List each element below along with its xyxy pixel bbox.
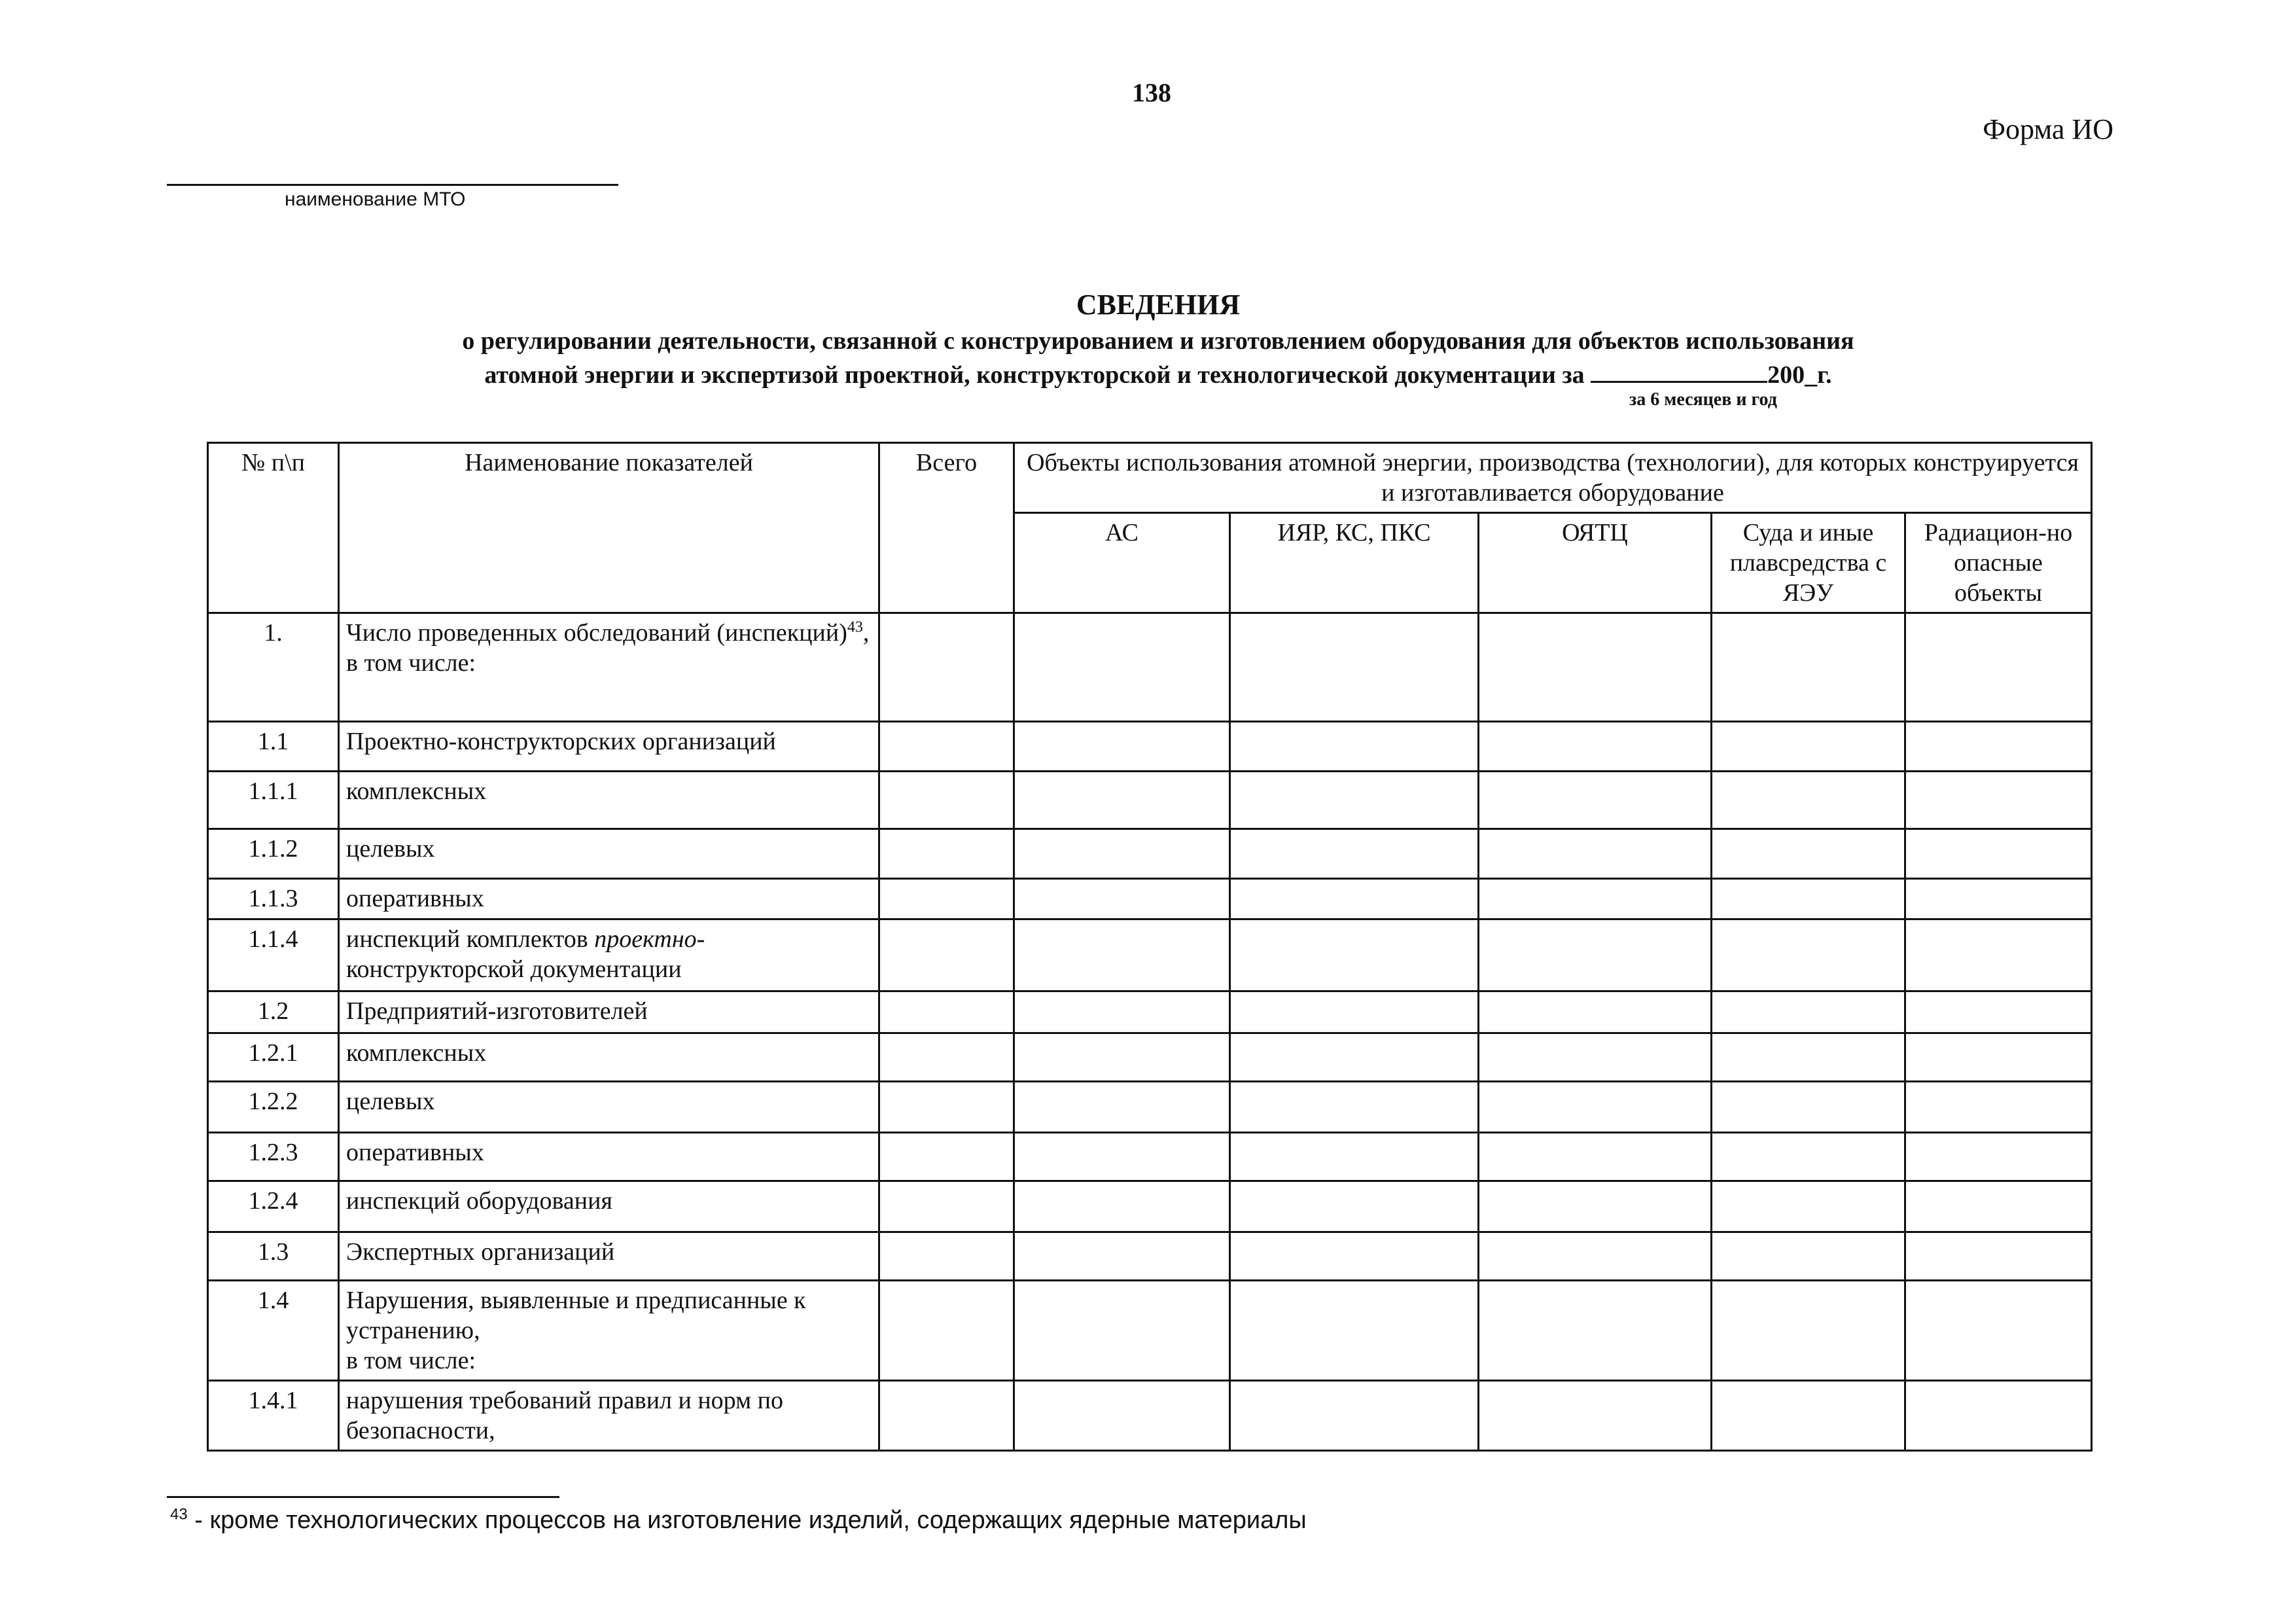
row-number: 1.4.1 — [208, 1381, 339, 1451]
value-ships-cell[interactable] — [1712, 879, 1905, 919]
row-number: 1. — [208, 613, 339, 722]
value-oyatc-cell[interactable] — [1479, 1133, 1712, 1181]
row-name-text: Нарушения, выявленные и предписанные к устранению, — [346, 1287, 806, 1344]
value-as-cell[interactable] — [1014, 722, 1230, 772]
value-oyatc-cell[interactable] — [1479, 1381, 1712, 1451]
value-radiation-cell[interactable] — [1905, 1133, 2092, 1181]
value-oyatc-cell[interactable] — [1479, 1033, 1712, 1082]
value-ships-cell[interactable] — [1712, 1232, 1905, 1281]
value-radiation-cell[interactable] — [1905, 919, 2092, 991]
value-oyatc-cell[interactable] — [1479, 879, 1712, 919]
value-as-cell[interactable] — [1014, 1033, 1230, 1082]
mto-name-caption: наименование МТО — [285, 188, 466, 210]
value-ships-cell[interactable] — [1712, 1381, 1905, 1451]
row-name-text: Проектно-конструкторских организаций — [346, 728, 776, 755]
header-name: Наименование показателей — [339, 443, 879, 613]
page-number: 138 — [1132, 78, 1171, 107]
value-oyatc-cell[interactable] — [1479, 829, 1712, 879]
value-total-cell[interactable] — [879, 1232, 1014, 1281]
row-indicator-name — [339, 1281, 879, 1381]
table-row — [208, 1232, 2092, 1281]
table-row — [208, 991, 2092, 1033]
value-oyatc-cell[interactable] — [1479, 1082, 1712, 1133]
value-ships-cell[interactable] — [1712, 829, 1905, 879]
report-table — [207, 442, 2093, 1452]
value-radiation-cell[interactable] — [1905, 1082, 2092, 1133]
subtitle-line-2-text: атомной энергии и экспертизой проектной, конструкторской и технологической документации за — [484, 361, 1591, 389]
value-iyar-cell[interactable] — [1230, 991, 1479, 1033]
value-total-cell[interactable] — [879, 1381, 1014, 1451]
value-ships-cell[interactable] — [1712, 1181, 1905, 1232]
value-as-cell[interactable] — [1014, 1232, 1230, 1281]
header-col-iyar: ИЯР, КС, ПКС — [1230, 513, 1479, 613]
period-blank — [1591, 359, 1767, 383]
value-iyar-cell[interactable] — [1230, 1181, 1479, 1232]
row-number: 1.2.3 — [208, 1133, 339, 1181]
row-name-text: комплексных — [346, 1039, 487, 1067]
mto-name-line — [167, 184, 618, 186]
header-col-ships: Суда и иные плавсредства с ЯЭУ — [1712, 513, 1905, 613]
row-name-line2: в том числе: — [346, 649, 476, 677]
value-total-cell[interactable] — [879, 829, 1014, 879]
table-row — [208, 722, 2092, 772]
value-ships-cell[interactable] — [1712, 919, 1905, 991]
footnote-separator — [167, 1496, 559, 1498]
value-as-cell[interactable] — [1014, 772, 1230, 829]
value-total-cell[interactable] — [879, 919, 1014, 991]
row-number: 1.1.1 — [208, 772, 339, 829]
row-indicator-name — [339, 1232, 879, 1281]
row-indicator-name — [339, 1381, 879, 1451]
value-as-cell[interactable] — [1014, 991, 1230, 1033]
value-radiation-cell[interactable] — [1905, 772, 2092, 829]
value-radiation-cell[interactable] — [1905, 613, 2092, 722]
row-name-text: комплексных — [346, 777, 487, 805]
value-iyar-cell[interactable] — [1230, 829, 1479, 879]
row-number: 1.2.1 — [208, 1033, 339, 1082]
row-indicator-name — [339, 1033, 879, 1082]
footnote — [170, 1507, 1740, 1535]
subtitle-line-1: о регулировании деятельности, связанной с конструированием и изготовлением оборудования для объектов использования — [462, 327, 1854, 355]
value-iyar-cell[interactable] — [1230, 772, 1479, 829]
value-ships-cell[interactable] — [1712, 991, 1905, 1033]
value-total-cell[interactable] — [879, 1133, 1014, 1181]
value-iyar-cell[interactable] — [1230, 1133, 1479, 1181]
value-iyar-cell[interactable] — [1230, 1232, 1479, 1281]
row-name-text: оперативных — [346, 885, 484, 912]
value-iyar-cell[interactable] — [1230, 722, 1479, 772]
value-radiation-cell[interactable] — [1905, 991, 2092, 1033]
value-iyar-cell[interactable] — [1230, 1033, 1479, 1082]
row-name-text: инспекций комплектов — [346, 925, 595, 953]
row-number: 1.2.4 — [208, 1181, 339, 1232]
row-number: 1.1 — [208, 722, 339, 772]
row-indicator-name — [339, 829, 879, 879]
value-radiation-cell[interactable] — [1905, 829, 2092, 879]
header-num: № п\п — [208, 443, 339, 613]
row-indicator-name — [339, 772, 879, 829]
header-col-as: АС — [1014, 513, 1230, 613]
row-name-text: оперативных — [346, 1139, 484, 1166]
row-name-line2: в том числе: — [346, 1347, 476, 1374]
form-label: Форма ИО — [1983, 113, 2113, 145]
row-name-text: нарушения требований правил и норм по безопасности, — [346, 1387, 783, 1444]
value-oyatc-cell[interactable] — [1479, 1281, 1712, 1381]
document-subtitle — [196, 324, 2120, 392]
row-number: 1.1.2 — [208, 829, 339, 879]
value-as-cell[interactable] — [1014, 1133, 1230, 1181]
value-ships-cell[interactable] — [1712, 1033, 1905, 1082]
value-iyar-cell[interactable] — [1230, 919, 1479, 991]
table-row — [208, 1033, 2092, 1082]
header-objects-group: Объекты использования атомной энергии, производства (технологии), для которых конструируется и изготавливается оборудование — [1014, 443, 2092, 513]
footnote-reference: 43 — [847, 618, 863, 636]
row-name-line2: конструкторской документации — [346, 955, 682, 983]
row-number: 1.1.3 — [208, 879, 339, 919]
table-row — [208, 879, 2092, 919]
value-as-cell[interactable] — [1014, 1082, 1230, 1133]
value-oyatc-cell[interactable] — [1479, 613, 1712, 722]
value-iyar-cell[interactable] — [1230, 1381, 1479, 1451]
row-number: 1.1.4 — [208, 919, 339, 991]
value-as-cell[interactable] — [1014, 1381, 1230, 1451]
row-number: 1.3 — [208, 1232, 339, 1281]
value-ships-cell[interactable] — [1712, 1082, 1905, 1133]
row-number: 1.2 — [208, 991, 339, 1033]
value-iyar-cell[interactable] — [1230, 613, 1479, 722]
footnote-marker: 43 — [170, 1505, 188, 1524]
period-caption: за 6 месяцев и год — [1629, 389, 1777, 410]
table-body — [208, 613, 2092, 1451]
row-indicator-name — [339, 613, 879, 722]
value-total-cell[interactable] — [879, 1033, 1014, 1082]
table-row — [208, 1381, 2092, 1451]
row-number: 1.4 — [208, 1281, 339, 1381]
value-oyatc-cell[interactable] — [1479, 1181, 1712, 1232]
row-name-suffix: , — [862, 619, 870, 647]
row-name-text: Экспертных организаций — [346, 1238, 615, 1266]
row-indicator-name — [339, 991, 879, 1033]
value-as-cell[interactable] — [1014, 919, 1230, 991]
value-radiation-cell[interactable] — [1905, 1181, 2092, 1232]
value-as-cell[interactable] — [1014, 879, 1230, 919]
value-total-cell[interactable] — [879, 991, 1014, 1033]
subtitle-line-2 — [196, 358, 2120, 392]
value-ships-cell[interactable] — [1712, 1281, 1905, 1381]
row-name-text: Предприятий-изготовителей — [346, 997, 648, 1025]
value-total-cell[interactable] — [879, 772, 1014, 829]
row-indicator-name — [339, 919, 879, 991]
table-row — [208, 1281, 2092, 1381]
table-row — [208, 919, 2092, 991]
year-label: 200_г. — [1767, 361, 1832, 389]
document-title: СВЕДЕНИЯ — [1076, 289, 1241, 321]
table-row — [208, 613, 2092, 722]
table-row — [208, 1133, 2092, 1181]
value-radiation-cell[interactable] — [1905, 722, 2092, 772]
footnote-text: - кроме технологических процессов на изготовление изделий, содержащих ядерные материалы — [187, 1507, 1307, 1534]
value-iyar-cell[interactable] — [1230, 1281, 1479, 1381]
row-indicator-name — [339, 1133, 879, 1181]
value-ships-cell[interactable] — [1712, 613, 1905, 722]
table-row — [208, 829, 2092, 879]
header-col-oyatc: ОЯТЦ — [1479, 513, 1712, 613]
value-total-cell[interactable] — [879, 1082, 1014, 1133]
table-row — [208, 1181, 2092, 1232]
value-oyatc-cell[interactable] — [1479, 772, 1712, 829]
value-radiation-cell[interactable] — [1905, 1232, 2092, 1281]
value-as-cell[interactable] — [1014, 829, 1230, 879]
value-radiation-cell[interactable] — [1905, 1381, 2092, 1451]
row-name-text: Число проведенных обследований (инспекций) — [346, 619, 847, 647]
value-total-cell[interactable] — [879, 1181, 1014, 1232]
value-total-cell[interactable] — [879, 613, 1014, 722]
value-ships-cell[interactable] — [1712, 722, 1905, 772]
value-as-cell[interactable] — [1014, 613, 1230, 722]
row-indicator-name — [339, 1082, 879, 1133]
table-row — [208, 1082, 2092, 1133]
value-total-cell[interactable] — [879, 722, 1014, 772]
value-as-cell[interactable] — [1014, 1281, 1230, 1381]
row-name-text: целевых — [346, 835, 435, 863]
value-total-cell[interactable] — [879, 879, 1014, 919]
value-as-cell[interactable] — [1014, 1181, 1230, 1232]
header-col-radiation: Радиацион-но опасные объекты — [1905, 513, 2092, 613]
row-name-italic: проектно- — [594, 925, 705, 953]
row-indicator-name — [339, 1181, 879, 1232]
row-name-text: целевых — [346, 1088, 435, 1115]
value-oyatc-cell[interactable] — [1479, 1232, 1712, 1281]
value-radiation-cell[interactable] — [1905, 879, 2092, 919]
row-name-text: инспекций оборудования — [346, 1187, 612, 1215]
row-indicator-name — [339, 879, 879, 919]
value-ships-cell[interactable] — [1712, 772, 1905, 829]
value-oyatc-cell[interactable] — [1479, 991, 1712, 1033]
value-iyar-cell[interactable] — [1230, 1082, 1479, 1133]
value-radiation-cell[interactable] — [1905, 1033, 2092, 1082]
row-indicator-name — [339, 722, 879, 772]
value-radiation-cell[interactable] — [1905, 1281, 2092, 1381]
value-total-cell[interactable] — [879, 1281, 1014, 1381]
table-row — [208, 772, 2092, 829]
value-oyatc-cell[interactable] — [1479, 919, 1712, 991]
row-number: 1.2.2 — [208, 1082, 339, 1133]
value-ships-cell[interactable] — [1712, 1133, 1905, 1181]
value-oyatc-cell[interactable] — [1479, 722, 1712, 772]
value-iyar-cell[interactable] — [1230, 879, 1479, 919]
header-total: Всего — [879, 443, 1014, 613]
